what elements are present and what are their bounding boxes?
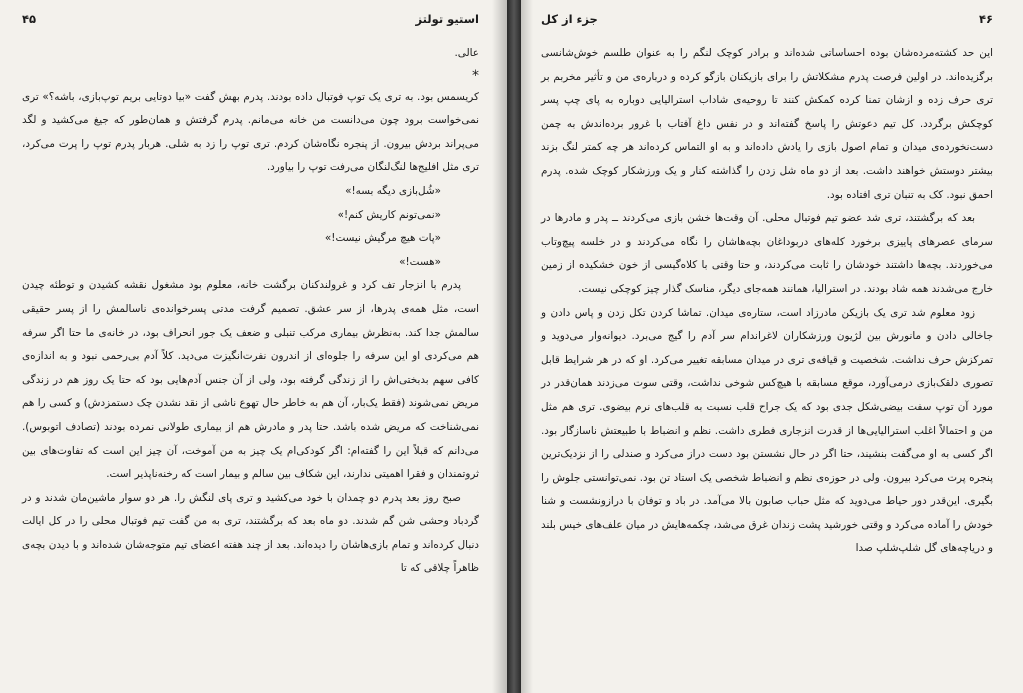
left-page-header — [22, 12, 479, 28]
opening-line: عالی. — [454, 47, 479, 59]
paragraph: صبح روز بعد پدرم دو چمدان با خود می‌کشید و تری پای لنگش را. هر دو سوار ماشین‌مان شدند و در گردباد وحشی شن گم شدند. دو ماه بعد که برگشتند، تری به من گفت تیم فوتبال محلی را در کل ایالت دنبال کرده‌اند و تمام بازی‌هاشان را دیده‌اند. بعد از چند هفته اعضای تیم متوجه‌شان شده‌اند و با دیدن بچه‌ی ظاهراً چلاقی که تا — [22, 491, 479, 575]
left-page-body — [22, 42, 479, 581]
gutter-shadow — [521, 0, 533, 693]
section-separator: * — [472, 67, 479, 84]
running-title: استیو تولتز — [415, 12, 479, 26]
dialog-line: «هست!» — [399, 255, 441, 268]
paragraph: این حد کشته‌مرده‌شان بوده احساساتی شده‌اند و برادر کوچک لنگم را به عنوان طلسم خوش‌شانسی برگزیده‌اند. در اولین فرصت پدرم مشکلاتش را برای بازیکنان بازگو کرده و درباره‌ی من و تأثیر مخربم بر تری حرف زده و ازشان تمنا کرده کمکش کنند تا روحیه‌ی شاداب استرالیایی دوباره به پای چپ پسر کوچکش برگردد. کل تیم دعوتش را پاسخ گفته‌اند و در نفس داغ آفتاب با غرور برده‌اندش به چمن دست‌نخورده‌ی میدان و تمام اصول بازی را یادش داده‌اند و به او التماس کرده‌اند هر چه کمتر لنگ بزند بیشتر دوستش خواهند داشت. بعد از دو ماه شل زدن را گذاشته کنار و یک ورزشکار کوچک شده. پدرم احمق نبود. کک به تنبان تری افتاده بود. — [541, 47, 993, 201]
paragraph: پدرم با انزجار تف کرد و غرولندکنان برگشت خانه، معلوم بود مشغول نقشه کشیدن و توطئه چیدن است، مثل همه‌ی پدرها، از سر عشق. تصمیم گرفت مدتی پسرخوانده‌ی ناسالمش را از پسر حقیقی سالمش جدا کند. به‌نظرش بیماری مرکب تنبلی و ضعف یک جور انحراف بود، در خانه‌ی ما حتا اگر سرفه هم می‌کردی او این سرفه را جلوه‌ای از اندرون نفرت‌انگیزت می‌دید. کلاً آدم بی‌رحمی نبود و به اندازه‌ی کافی سهم بدبختی‌اش را از زندگی گرفته بود، ولی از آن جنس آدم‌هایی بود که حتا یک روز هم در زندگی مریض نمی‌شوند (فقط یک‌بار، آن هم به خاطر حال تهوع ناشی از نقد نشدن چک دستمزدش) و کسی را هم نمی‌شناخت که مریض شده باشد. حتا پدر و مادرش هم از بیماری طولانی نمرده بودند (تصادف اتوبوس). می‌دانم که قبلاً این را گفته‌ام: اگر کودکی‌ام یک چیز به من آموخت، آن چیز این است که تفاوت‌های بین ثروتمندان و فقرا اهمیتی ندارند، این شکاف بین سالم و بیمار است که رخنه‌ناپذیر است. — [22, 279, 479, 481]
dialog-line: «شُل‌بازی دیگه بسه!» — [345, 184, 441, 197]
paragraph: بعد که برگشتند، تری شد عضو تیم فوتبال محلی. آن وقت‌ها خشن بازی می‌کردند ــ پدر و مادرها در سرمای عصرهای پاییزی برخورد کله‌های دربوداغان بچه‌هاشان را نگاه می‌کردند و در خلسه پیچ‌وتاب می‌خوردند. بچه‌ها داشتند خودشان را ثابت می‌کردند، و حتا وقتی با کلاه‌گیسی از خون خشکیده از زمین خارج می‌شدند همه شاد بودند. در استرالیا، همانند همه‌جای دیگر، مناسک گذار چیز کوچکی نیست. — [541, 212, 993, 295]
left-page — [0, 0, 507, 693]
right-page — [521, 0, 1023, 693]
page-number: ۴۵ — [22, 12, 37, 26]
paragraph: کریسمس بود. به تری یک توپ فوتبال داده بودند. پدرم بهش گفت «بیا دوتایی بریم توپ‌بازی، باشه؟» تری نمی‌خواست برود چون می‌دانست من خانه می‌مانم. پدرم گرفتش و همان‌طور که جیغ می‌کشید و لگد می‌پراند بردش بیرون. از پنجره نگاه‌شان کردم. تری توپ را زد به شلی. هربار پدرم توپ را پرت می‌کرد، تری مثل افلیج‌ها لنگ‌لنگان می‌رفت توپ را بیاورد. — [22, 90, 479, 174]
dialog-line: «پات هیچ مرگیش نیست!» — [324, 232, 441, 245]
page-number: ۴۶ — [978, 12, 993, 26]
running-title: جزء از کل — [541, 12, 598, 26]
paragraph: زود معلوم شد تری یک بازیکن مادرزاد است، ستاره‌ی میدان. تماشا کردن تکل زدن و پاس دادن و جاخالی دادن و مانورش بین لژیون ورزشکاران لاغراندام سر آدم را گیج می‌برد. دیوانه‌وار می‌دوید و تمرکزش حرف نداشت. شخصیت و قیافه‌ی تری در میدان مسابقه تغییر می‌کرد. او که در هر شرایط قابل تصوری دلقک‌بازی درمی‌آورد، موقع مسابقه با هیچ‌کس شوخی نداشت، وقتی سوت می‌زدند همان‌قدر در مورد آن توپ سفت بیضی‌شکل جدی بود که یک جراح قلب نسبت به قلب‌های نرم بیضوی. تری هم مثل من و احتمالاً اغلب استرالیایی‌ها از قدرت انزجاری فطری داشت. نظم و انضباط با طبیعتش ناسازگار بود. اگر کسی به او می‌گفت بنشیند، حتا اگر در حال نشستن بود دست دراز می‌کرد و صندلی را از نزدیک‌ترین پنجره پرت می‌کرد بیرون. ولی در حوزه‌ی نظم و انضباط شخصی یک استاد تن بود. نمی‌توانستی جلوش را بگیری. این‌قدر دور حیاط می‌دوید که مثل حباب صابون بالا می‌آمد. در باد و توفان با درازونشست و شنا خودش را آماده می‌کرد و وقتی خورشید پشت زندان غرق می‌شد، چکمه‌هایش در میان علف‌های خیس بلند و دریاچه‌های گل شلپ‌شلپ صدا — [541, 306, 993, 555]
right-page-header — [541, 12, 993, 28]
gutter-shadow — [492, 0, 507, 693]
dialog-line: «نمی‌تونم کاریش کنم!» — [337, 208, 441, 221]
book-gutter — [507, 0, 521, 693]
right-page-body — [541, 42, 993, 561]
